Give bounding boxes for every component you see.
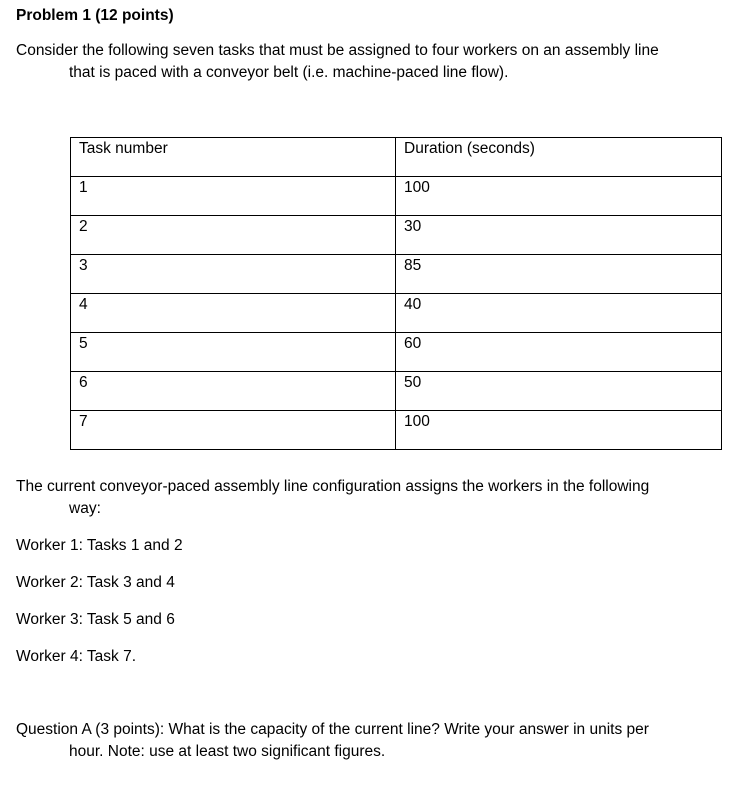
worker-2-assignment: Worker 2: Task 3 and 4 — [16, 574, 175, 591]
question-a-line-1: Question A (3 points): What is the capacity of the current line? Write your answer in units per — [16, 721, 649, 738]
duration-cell: 100 — [396, 411, 722, 450]
header-duration: Duration (seconds) — [396, 138, 722, 177]
table-row — [71, 372, 722, 411]
table-row — [71, 294, 722, 333]
duration-cell: 40 — [396, 294, 722, 333]
task-duration-table — [70, 137, 722, 450]
table-header-row — [71, 138, 722, 177]
table-row — [71, 411, 722, 450]
question-a-line-2: hour. Note: use at least two significant figures. — [69, 743, 386, 760]
config-paragraph — [16, 476, 716, 520]
task-number-cell: 6 — [71, 372, 396, 411]
task-number-cell: 1 — [71, 177, 396, 216]
worker-1-assignment: Worker 1: Tasks 1 and 2 — [16, 537, 183, 554]
duration-cell: 85 — [396, 255, 722, 294]
config-line-1: The current conveyor-paced assembly line configuration assigns the workers in the following — [16, 478, 650, 495]
intro-paragraph — [16, 40, 716, 84]
duration-cell: 60 — [396, 333, 722, 372]
intro-line-1: Consider the following seven tasks that must be assigned to four workers on an assembly line — [16, 42, 659, 59]
table-row — [71, 333, 722, 372]
task-number-cell: 7 — [71, 411, 396, 450]
task-number-cell: 5 — [71, 333, 396, 372]
worker-4-assignment: Worker 4: Task 7. — [16, 648, 137, 665]
problem-title: Problem 1 (12 points) — [16, 7, 174, 24]
table-row — [71, 255, 722, 294]
duration-cell: 30 — [396, 216, 722, 255]
task-number-cell: 4 — [71, 294, 396, 333]
header-task-number: Task number — [71, 138, 396, 177]
intro-line-2: that is paced with a conveyor belt (i.e. machine-paced line flow). — [69, 64, 509, 81]
duration-cell: 50 — [396, 372, 722, 411]
duration-cell: 100 — [396, 177, 722, 216]
task-number-cell: 2 — [71, 216, 396, 255]
table-row — [71, 216, 722, 255]
table-row — [71, 177, 722, 216]
task-number-cell: 3 — [71, 255, 396, 294]
question-a — [16, 719, 716, 763]
config-line-2: way: — [69, 500, 101, 517]
worker-3-assignment: Worker 3: Task 5 and 6 — [16, 611, 175, 628]
